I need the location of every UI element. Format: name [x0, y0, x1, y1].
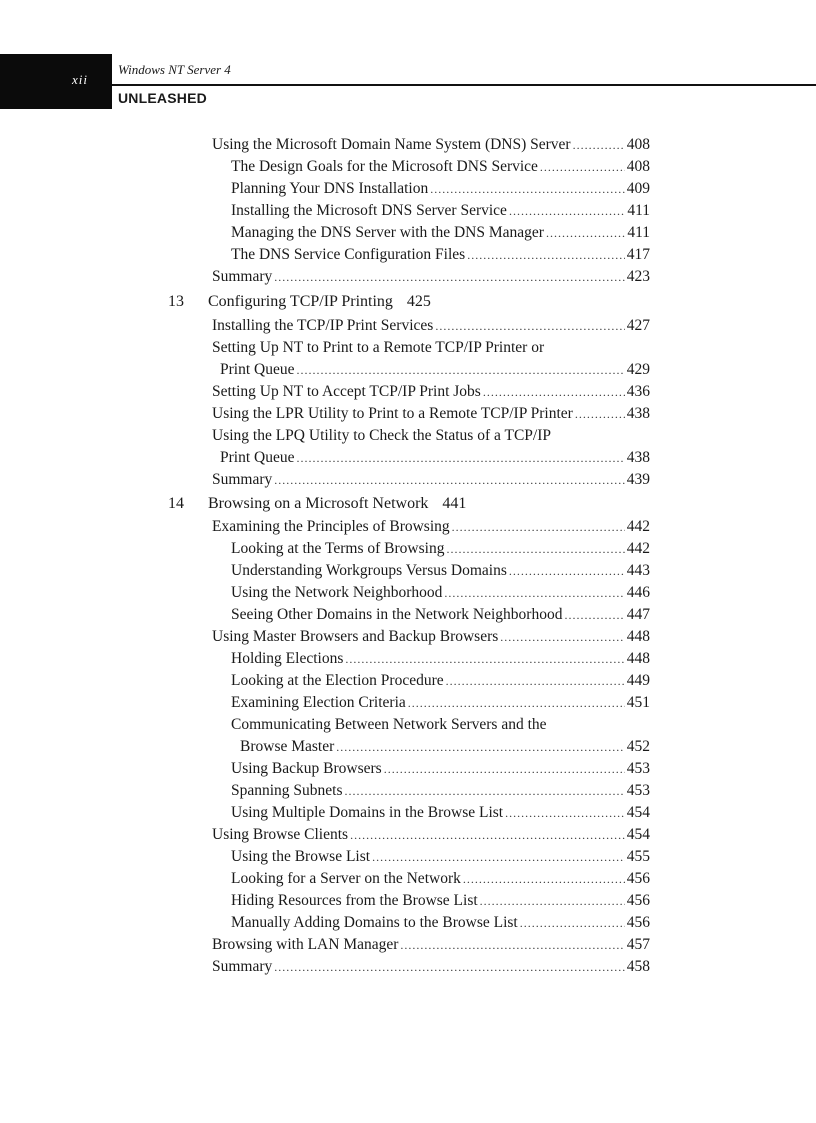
page-number: xii	[72, 72, 88, 87]
toc-entry[interactable]: Holding Elections ..... 448	[231, 648, 650, 670]
toc-entry[interactable]: Summary ..... 458	[212, 956, 650, 978]
toc-entry[interactable]: Examining the Principles of Browsing ..... 442	[212, 516, 650, 538]
chapter-number: 13	[168, 293, 184, 310]
header-rule	[112, 84, 816, 86]
toc-entry-line[interactable]: Setting Up NT to Print to a Remote TCP/IP Printer or	[212, 339, 545, 356]
toc-page-number: 442	[626, 518, 650, 535]
toc-entry[interactable]: Managing the DNS Server with the DNS Manager ..... 411	[231, 222, 650, 244]
chapter-number: 14	[168, 495, 184, 512]
toc-page-number: 411	[627, 224, 650, 241]
toc-entry[interactable]: Using the Microsoft Domain Name System (DNS) Server ..... 408	[212, 134, 650, 156]
chapter-page: 425	[406, 293, 431, 310]
toc-page-number: 439	[626, 471, 650, 488]
toc-entry[interactable]: The Design Goals for the Microsoft DNS Service ..... 408	[231, 156, 650, 178]
toc-page-number: 458	[626, 958, 650, 975]
toc-entry[interactable]: Using the Network Neighborhood ..... 446	[231, 582, 650, 604]
chapter-page: 441	[442, 495, 467, 512]
toc-page-number: 427	[626, 317, 650, 334]
toc-entry[interactable]: Hiding Resources from the Browse List ..... 456	[231, 890, 650, 912]
toc-entry[interactable]: The DNS Service Configuration Files ..... 417	[231, 244, 650, 266]
toc-page-number: 438	[626, 405, 650, 422]
toc-entry[interactable]: Using the LPR Utility to Print to a Remote TCP/IP Printer ..... 438	[212, 403, 650, 425]
toc-entry[interactable]: Spanning Subnets ..... 453	[231, 780, 650, 802]
toc-entry[interactable]: Using the Browse List ..... 455	[231, 846, 650, 868]
toc-page-number: 456	[626, 870, 650, 887]
toc-entry[interactable]: Manually Adding Domains to the Browse List ..... 456	[231, 912, 650, 934]
toc-entry[interactable]: Understanding Workgroups Versus Domains ..... 443	[231, 560, 650, 582]
toc-page-number: 423	[626, 268, 650, 285]
page-number-badge	[0, 54, 112, 109]
toc-entry[interactable]: Looking at the Terms of Browsing ..... 442	[231, 538, 650, 560]
book-subtitle: UNLEASHED	[118, 90, 207, 106]
toc-entry-line[interactable]: Using the LPQ Utility to Check the Status of a TCP/IP	[212, 427, 551, 444]
toc-page-number: 447	[626, 606, 650, 623]
toc-page-number: 446	[626, 584, 650, 601]
toc-page-number: 453	[626, 760, 650, 777]
toc-page-number: 451	[626, 694, 650, 711]
toc-page-number: 453	[626, 782, 650, 799]
toc-entry[interactable]: Print Queue ..... 438	[220, 447, 650, 469]
toc-page-number: 442	[626, 540, 650, 557]
book-title: Windows NT Server 4	[118, 62, 231, 77]
toc-page-number: 452	[626, 738, 650, 755]
toc-page-number: 455	[626, 848, 650, 865]
toc-entry[interactable]: Looking at the Election Procedure ..... 449	[231, 670, 650, 692]
toc-page-number: 438	[626, 449, 650, 466]
toc-entry[interactable]: Examining Election Criteria ..... 451	[231, 692, 650, 714]
toc-entry[interactable]: Looking for a Server on the Network ..... 456	[231, 868, 650, 890]
toc-entry[interactable]: Seeing Other Domains in the Network Neighborhood ..... 447	[231, 604, 650, 626]
toc-page-number: 449	[626, 672, 650, 689]
toc-entry[interactable]: Using Multiple Domains in the Browse List ..... 454	[231, 802, 650, 824]
toc-page-number: 448	[626, 628, 650, 645]
toc-entry[interactable]: Planning Your DNS Installation ..... 409	[231, 178, 650, 200]
chapter-heading[interactable]	[168, 291, 608, 313]
toc-page-number: 436	[626, 383, 650, 400]
toc-entry-line[interactable]: Communicating Between Network Servers and the	[231, 716, 547, 733]
toc-page-number: 457	[626, 936, 650, 953]
toc-entry[interactable]: Setting Up NT to Accept TCP/IP Print Jobs ..... 436	[212, 381, 650, 403]
chapter-heading[interactable]	[168, 493, 608, 515]
toc-entry[interactable]: Installing the Microsoft DNS Server Service ..... 411	[231, 200, 650, 222]
toc-page-number: 456	[626, 892, 650, 909]
toc-page-number: 429	[626, 361, 650, 378]
toc-entry[interactable]: Using Browse Clients ..... 454	[212, 824, 650, 846]
toc-entry[interactable]: Browse Master ..... 452	[240, 736, 650, 758]
toc-page-number: 411	[627, 202, 650, 219]
toc-page-number: 408	[626, 158, 650, 175]
chapter-title: Browsing on a Microsoft Network	[208, 495, 429, 512]
toc-page-number: 448	[626, 650, 650, 667]
chapter-title: Configuring TCP/IP Printing	[208, 293, 393, 310]
toc-page-number: 454	[626, 826, 650, 843]
toc-entry[interactable]: Print Queue ..... 429	[220, 359, 650, 381]
toc-entry[interactable]: Installing the TCP/IP Print Services ..... 427	[212, 315, 650, 337]
toc-page-number: 456	[626, 914, 650, 931]
toc-page-number: 443	[626, 562, 650, 579]
toc-entry[interactable]: Summary ..... 423	[212, 266, 650, 288]
toc-entry[interactable]: Summary ..... 439	[212, 469, 650, 491]
toc-page-number: 409	[626, 180, 650, 197]
toc-page-number: 408	[626, 136, 650, 153]
toc-entry[interactable]: Using Backup Browsers ..... 453	[231, 758, 650, 780]
toc-entry[interactable]: Using Master Browsers and Backup Browsers ..... 448	[212, 626, 650, 648]
toc-entry[interactable]: Browsing with LAN Manager ..... 457	[212, 934, 650, 956]
toc-page-number: 454	[626, 804, 650, 821]
toc-page-number: 417	[626, 246, 650, 263]
